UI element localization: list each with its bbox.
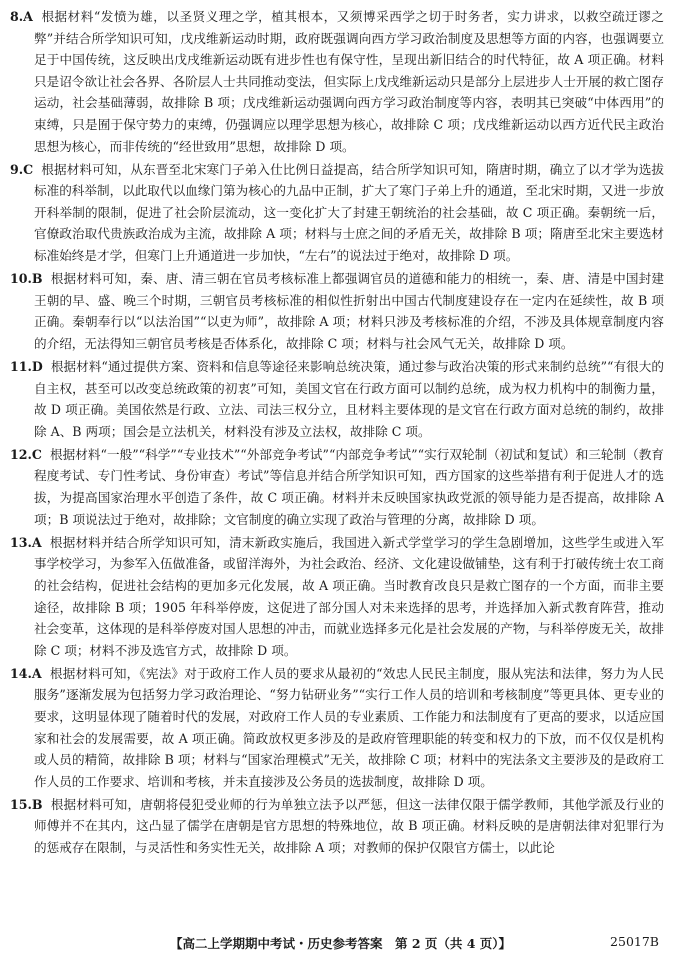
answer-explanation: 根据材料“发愤为雄，以圣贤义理之学，植其根本，又须博采西学之切于时务者，实力讲求，以救空疏迂谬之弊”并结合所学知识可知，戊戌维新运动时期，政府既强调向西方学习政治制度及思想等方面的内容，也强调要立足于中国传统，这反映出戊戌维新运动既有进步性也有保守性，呈现出新旧结合的时代特征，故 A 项正确。材料只是诏令欲让社会各界、各阶层人士共同推动变法，但实际上戊戌维新运动只是部分上层进步人士开展的救亡图存运动，社会基础薄弱，故排除 B 项；戊戌维新运动强调向西方学习政治制度等内容，表明其已突破“中体西用”的束缚，只是囿于保守势力的束缚，仍强调应以理学思想为核心，故排除 C 项；戊戌维新运动以西方近代民主政治思想为核心，而非传统的“经世致用”思想，故排除 D 项。: [34, 9, 664, 154]
answer-item-11: [10, 356, 664, 442]
answer-choice: C: [31, 446, 42, 462]
answer-choice: B: [31, 271, 43, 287]
answer-list: [10, 6, 664, 860]
answer-number: 11.: [10, 359, 32, 374]
answer-item-15: [10, 794, 664, 859]
answer-item-13: [10, 532, 664, 662]
answer-number: 12.: [10, 446, 32, 462]
answer-item-10: [10, 268, 664, 354]
answer-choice: A: [31, 665, 42, 681]
answer-item-14: [10, 663, 664, 793]
answer-item-12: [10, 444, 664, 530]
answer-explanation: 根据材料“一般”“科学”“专业技术”“外部竞争考试”“内部竞争考试”“实行双轮制（初试和复试）和三轮制（教育程度考试、专门性考试、身份审查）考试”等信息并结合所学知识可知，西方国家的这些举措有利于促进人才的选拔，为提高国家治理水平创造了条件，故 C 项正确。材料并未反映国家执政党派的领导能力是否提高，故排除 A 项；B 项说法过于绝对，故排除；文官制度的确立实现了政治与管理的分离，故排除 D 项。: [34, 446, 664, 527]
footer-title: 【高二上学期期中考试・历史参考答案 第 2 页（共 4 页）】: [170, 936, 512, 951]
answer-explanation: 根据材料可知，秦、唐、清三朝在官员考核标准上都强调官员的道德和能力的相统一，秦、唐、清是中国封建王朝的早、盛、晚三个时期，三朝官员考核标准的相似性折射出中国古代制度建设存在一定内在延续性，故 B 项正确。秦朝奉行以“以法治国”“以吏为师”，故排除 A 项；材料只涉及考核标准的介绍，不涉及具体规章制度内容的介绍，无法得知三朝官员考核是否体系化，故排除 C 项；材料与社会风气无关，故排除 D 项。: [34, 271, 664, 351]
answer-explanation: 根据材料可知，从东晋至北宋寒门子弟入仕比例日益提高，结合所学知识可知，隋唐时期，确立了以才学为选拔标准的科举制，以此取代以血缘门第为核心的九品中正制，扩大了寒门子弟上升的通道，至北宋时期，又进一步放开科举制的限制，促进了社会阶层流动，这一变化扩大了封建王朝统治的社会基础，故 C 项正确。秦朝统一后，官僚政治取代贵族政治成为主流，故排除 A 项；材料与士庶之间的矛盾无关，故排除 B 项；隋唐至北宋主要选材标准始终是才学，但寒门上升通道进一步加快，“左右”的说法过于绝对，故排除 D 项。: [34, 161, 664, 264]
footer-code: 25017B: [610, 934, 659, 949]
answer-number: 9.: [10, 161, 24, 177]
page-footer: [0, 934, 677, 956]
answer-number: 8.: [10, 9, 24, 24]
answer-explanation: 根据材料可知，《宪法》对于政府工作人员的要求从最初的“效忠人民民主制度，服从宪法和法律，努力为人民服务”逐渐发展为包括努力学习政治理论、“努力钻研业务”“实行工作人员的培训和考核制度”等更具体、更专业的要求，这明显体现了随着时代的发展，对政府工作人员的专业素质、工作能力和法制度有了更高的要求，以适应国家和社会的发展需要，故 A 项正确。简政放权更多涉及的是政府管理职能的转变和权力的下放，而不仅仅是机构或人员的精简，故排除 B 项；材料与“国家治理模式”无关，故排除 C 项；材料中的宪法条文主要涉及的是政府工作人员的工作要求、培训和考核，并未直接涉及公务员的选拔制度，故排除 D 项。: [34, 665, 664, 789]
answer-choice: B: [31, 796, 43, 812]
answer-choice: A: [23, 9, 33, 24]
answer-choice: D: [31, 359, 43, 374]
answer-choice: A: [31, 534, 42, 550]
answer-item-8: [10, 6, 664, 157]
answer-explanation: 根据材料并结合所学知识可知，清末新政实施后，我国进入新式学堂学习的学生急剧增加，这些学生或进入军事学校学习，为参军入伍做准备，或留洋海外，为社会政治、经济、文化建设做铺垫，这有利于打破传统士农工商的社会结构，促进社会结构的更加多元化发展，故 A 项正确。当时教育改良只是救亡图存的一个方面，而非主要途径，故排除 B 项；1905 年科举停废，这促进了部分国人对未来选择的思考，并选择加入新式教育阵营，推动社会变革，这体现的是科举停废对国人思想的冲击，而就业选择多元化是社会发展的产物，与科举停废无关，故排除 C 项；材料不涉及选官方式，故排除 D 项。: [34, 534, 664, 658]
answer-item-9: [10, 159, 664, 267]
answer-number: 13.: [10, 534, 32, 550]
answer-number: 10.: [10, 271, 32, 287]
answer-number: 15.: [10, 796, 32, 812]
answer-number: 14.: [10, 665, 32, 681]
answer-choice: C: [23, 161, 34, 177]
answer-explanation: 根据材料可知，唐朝将侵犯受业师的行为单独立法予以严惩，但这一法律仅限于儒学教师，其他学派及行业的师傅并不在其内，这凸显了儒学在唐朝是官方思想的特殊地位，故 B 项正确。材料反映的是唐朝法律对犯罪行为的惩戒存在限制，与灵活性和务实性无关，故排除 A 项；对教师的保护仅限官方儒士，以此论: [34, 796, 664, 856]
answer-explanation: 根据材料“通过提供方案、资料和信息等途径来影响总统决策，通过参与政治决策的形式来制约总统”“有很大的自主权，甚至可以改变总统政策的初衷”可知，美国文官在行政方面可以制约总统，成为权力机构中的制衡力量，故 D 项正确。美国依然是行政、立法、司法三权分立，且材料主要体现的是文官在行政方面对总统的制约，故排除 A、B 两项；国会是立法机关，材料没有涉及立法权，故排除 C 项。: [34, 359, 664, 439]
